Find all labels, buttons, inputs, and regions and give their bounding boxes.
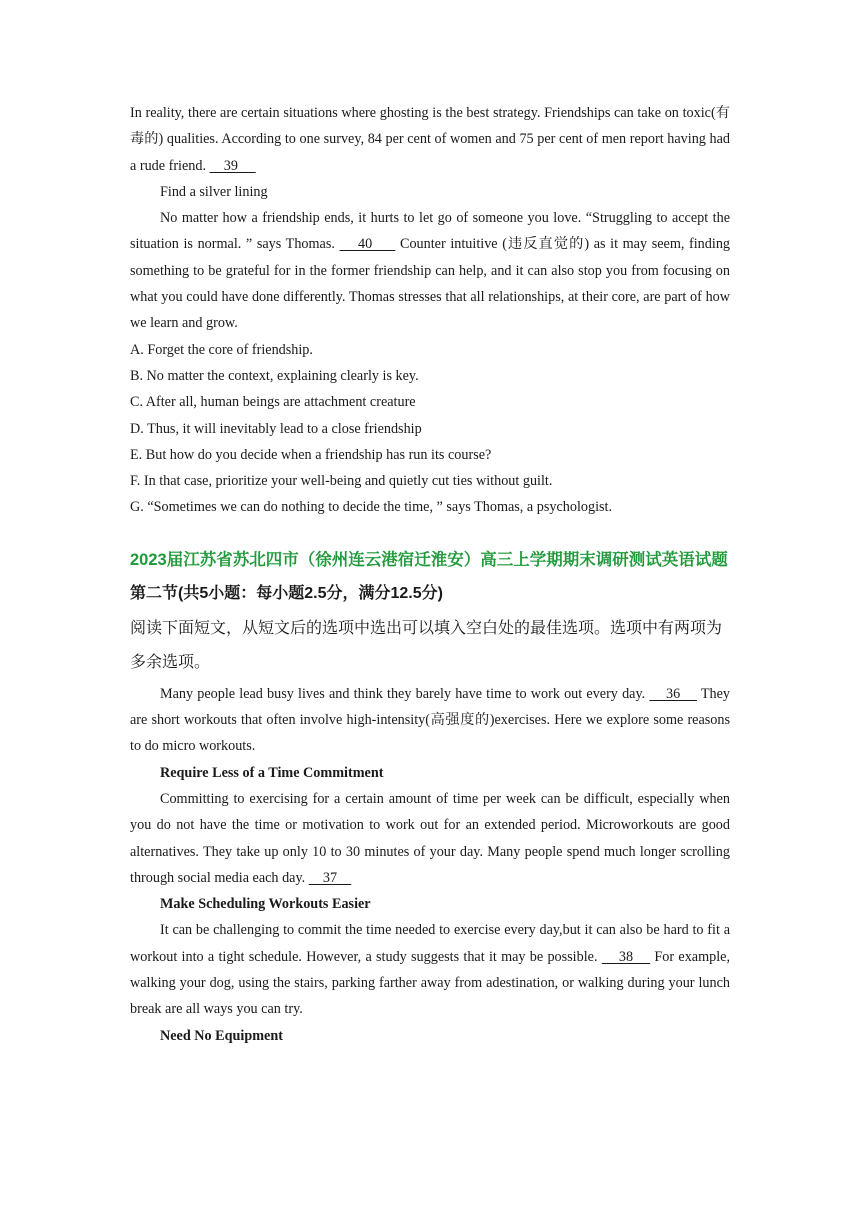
blank-37[interactable]: 37 <box>308 869 352 886</box>
option-c: C. After all, human beings are attachment creature <box>130 394 416 411</box>
option-d: D. Thus, it will inevitably lead to a close friendship <box>130 420 422 437</box>
option-f: F. In that case, prioritize your well-being and quietly cut ties without guilt. <box>130 473 553 490</box>
option-b: B. No matter the context, explaining clearly is key. <box>130 367 419 384</box>
heading-no-equipment: Need No Equipment <box>160 1027 283 1044</box>
paragraph-text: In reality, there are certain situations where ghosting is the best strategy. Friendships can take on toxic(有毒的) qualities. According to one survey, 84 per cent of women and 75 per cent of men report having had a rude friend. <box>130 105 730 174</box>
paragraph-silver-lining <box>130 205 730 336</box>
blank-39[interactable]: 39 <box>209 157 256 174</box>
paragraph-text: Committing to exercising for a certain amount of time per week can be difficult, especially when you do not have the time or motivation to work out for an extended period. Microworkouts are good alternatives. They take up only 10 to 30 minutes of your day. Many people spend much longer scrolling through social media each day. <box>130 790 730 886</box>
section-gap <box>130 521 730 543</box>
paragraph-micro-workouts <box>130 681 730 760</box>
exam-title: 2023届江苏省苏北四市（徐州连云港宿迁淮安）高三上学期期末调研测试英语试题 <box>130 550 728 569</box>
paragraph-text: No matter how a friendship ends, it hurts to let go of someone you love. “Struggling to accept the situation is normal. ” says Thomas. <box>130 210 730 253</box>
blank-36[interactable]: 36 <box>649 685 697 702</box>
document-content <box>130 100 730 1049</box>
paragraph-text: They are short workouts that often involve high-intensity(高强度的)exercises. Here we explore some reasons to do micro workouts. <box>130 685 730 755</box>
section-heading: 第二节(共5小题：每小题2.5分，满分12.5分) <box>130 584 443 602</box>
paragraph-scheduling <box>130 917 730 1022</box>
paragraph-text: For example, walking your dog, using the stairs, parking farther away from adestination, or walking during your lunch break are all ways you can try. <box>130 948 730 1018</box>
heading-time-commitment: Require Less of a Time Commitment <box>160 764 384 781</box>
option-g: G. “Sometimes we can do nothing to decide the time, ” says Thomas, a psychologist. <box>130 499 613 516</box>
paragraph-text: Counter intuitive (违反直觉的) as it may seem, finding something to be grateful for in the former friendship can help, and it can also stop you from focusing on what you could have done differently. Thomas stresses that all relationships, at their core, are part of how we learn and grow. <box>130 236 731 332</box>
heading-scheduling: Make Scheduling Workouts Easier <box>160 896 371 913</box>
paragraph-time-commitment <box>130 786 730 891</box>
option-a: A. Forget the core of friendship. <box>130 341 313 358</box>
instruction-text: 阅读下面短文，从短文后的选项中选出可以填入空白处的最佳选项。选项中有两项为多余选项。 <box>130 617 723 671</box>
paragraph-ghosting <box>130 100 730 179</box>
blank-38[interactable]: 38 <box>601 948 651 965</box>
heading-silver-lining: Find a silver lining <box>160 183 268 200</box>
paragraph-text: Many people lead busy lives and think they barely have time to work out every day. <box>160 685 650 702</box>
blank-40[interactable]: 40 <box>339 236 396 253</box>
paragraph-text: It can be challenging to commit the time needed to exercise every day,but it can also be hard to fit a workout into a tight schedule. However, a study suggests that it may be possible. <box>130 922 730 965</box>
option-e: E. But how do you decide when a friendship has run its course? <box>130 446 492 463</box>
